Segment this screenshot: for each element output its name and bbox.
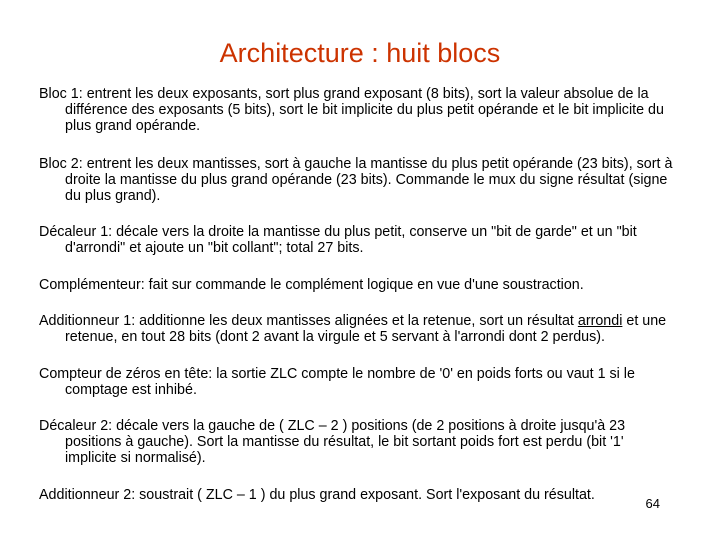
block-item-additionneur-1 [39, 313, 679, 345]
underlined-word: arrondi [577, 313, 623, 329]
block-term: Décaleur 1 [39, 224, 109, 240]
block-item-additionneur-2 [39, 487, 645, 503]
block-description: : soustrait ( ZLC – 1 ) du plus grand exposant. Sort l'exposant du résultat. [131, 487, 595, 503]
block-term: Décaleur 2 [39, 418, 109, 434]
block-term: Additionneur 1 [39, 313, 132, 329]
block-description: : décale vers la droite la mantisse du plus petit, conserve un "bit de garde" et un "bit d'arrondi" et ajoute un "bit collant"; total 27 bits. [65, 224, 637, 256]
slide-title: Architecture : huit blocs [219, 38, 501, 68]
block-item-compteur-zeros [39, 366, 679, 398]
page-number: 64 [645, 496, 660, 511]
block-item-bloc-1 [39, 86, 679, 134]
block-description: : additionne les deux mantisses alignées et la retenue, sort un résultat [131, 313, 578, 329]
block-item-decaleur-1 [39, 224, 679, 256]
block-term: Compteur de zéros en tête [39, 366, 209, 382]
block-term: Complémenteur [39, 277, 141, 293]
block-description: : décale vers la gauche de ( ZLC – 2 ) positions (de 2 positions à droite jusqu'à 23 positions à gauche). Sort la mantisse du résultat, le bit sortant poids fort est perdu (bit '1' implicite si normalisé). [65, 418, 626, 466]
block-term: Additionneur 2 [39, 487, 132, 503]
block-item-bloc-2 [39, 156, 679, 204]
block-term: Bloc 1 [39, 86, 79, 102]
block-item-decaleur-2 [39, 418, 679, 466]
block-description-continued: et une retenue, en tout 28 bits (dont 2 avant la virgule et 5 servant à l'arrondi dont 2 perdus). [65, 313, 667, 345]
block-item-complementeur [39, 277, 679, 293]
block-list [39, 86, 679, 503]
block-description: : entrent les deux mantisses, sort à gauche la mantisse du plus petit opérande (23 bits), sort à droite la mantisse du plus grand opérande (23 bits). Commande le mux du signe résultat (signe du plus grand). [65, 156, 673, 204]
block-description: : entrent les deux exposants, sort plus grand exposant (8 bits), sort la valeur absolue de la différence des exposants (5 bits), sort le bit implicite du plus petit opérande et le bit implicite du plus grand opérande. [65, 86, 664, 134]
block-term: Bloc 2 [39, 156, 79, 172]
block-description: : la sortie ZLC compte le nombre de '0' en poids forts ou vaut 1 si le comptage est inhibé. [65, 366, 635, 398]
block-description: : fait sur commande le complément logique en vue d'une soustraction. [140, 277, 584, 293]
